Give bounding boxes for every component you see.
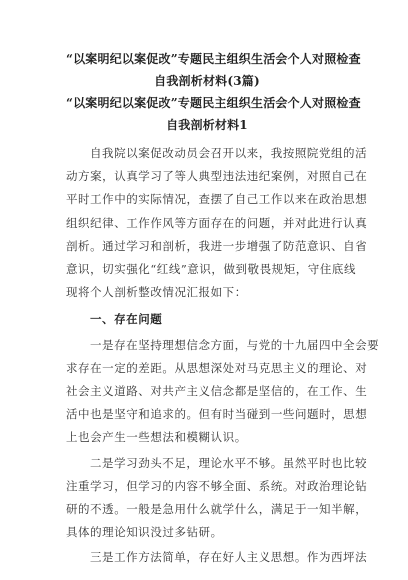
document-title xyxy=(66,48,361,136)
text-line: 注重学习，但学习的内容不够全面、系统。对政治理论钻 xyxy=(66,478,368,493)
text-line: 平时工作中的实际情况，查摆了自己工作以来在政治思想 xyxy=(66,192,368,207)
text-line: 一是存在坚持理想信念方面，与党的十九届四中全会要 xyxy=(90,337,380,352)
text-line: 活中也是坚守和追求的。但有时当碰到一些问题时，思想 xyxy=(66,407,368,422)
title-line: 自我剖析材料(3篇) xyxy=(154,74,260,88)
title-line: 自我剖析材料1 xyxy=(166,118,248,132)
text-line: 剖析。通过学习和剖析，我进一步增强了防范意识、自省 xyxy=(66,238,368,253)
text-line: 动方案，认真学习了等人典型违法违纪案例，对照自己在 xyxy=(66,169,368,184)
text-line: 二是学习劲头不足，理论水平不够。虽然平时也比较 xyxy=(90,455,368,470)
document-body xyxy=(66,142,380,570)
paragraph-point-1 xyxy=(66,334,380,450)
title-line: “以案明纪以案促改”专题民主组织生活会个人对照检查 xyxy=(66,96,361,110)
paragraph-point-2 xyxy=(66,452,368,545)
text-line: 三是工作方法简单，存在好人主义思想。作为西坪法 xyxy=(90,550,368,565)
paragraph-point-3 xyxy=(66,546,368,569)
text-line: 社会主义道路、对共产主义信念都是坚信的，在工作、生 xyxy=(66,384,368,399)
text-line: 求存在一定的差距。从思想深处对马克思主义的理论、对 xyxy=(66,360,368,375)
text-line: 组织纪律、工作作风等方面存在的问题，并对此进行认真 xyxy=(66,215,368,230)
text-line: 研的不透。一般是急用什么就学什么，满足于一知半解， xyxy=(66,502,368,517)
title-line: “以案明纪以案促改”专题民主组织生活会个人对照检查 xyxy=(66,52,361,66)
section-heading: 一、存在问题 xyxy=(90,312,163,327)
text-line: 意识，切实强化“红线”意识，做到敬畏规矩，守住底线 xyxy=(66,262,357,277)
text-line: 上也会产生一些想法和模糊认识。 xyxy=(66,430,247,445)
paragraph-intro xyxy=(66,142,368,304)
text-line: 现将个人剖析整改情况汇报如下： xyxy=(66,285,247,300)
text-line: 具体的理论知识没过多钻研。 xyxy=(66,525,223,540)
text-line: 自我院以案促改动员会召开以来，我按照院党组的活 xyxy=(90,146,368,160)
